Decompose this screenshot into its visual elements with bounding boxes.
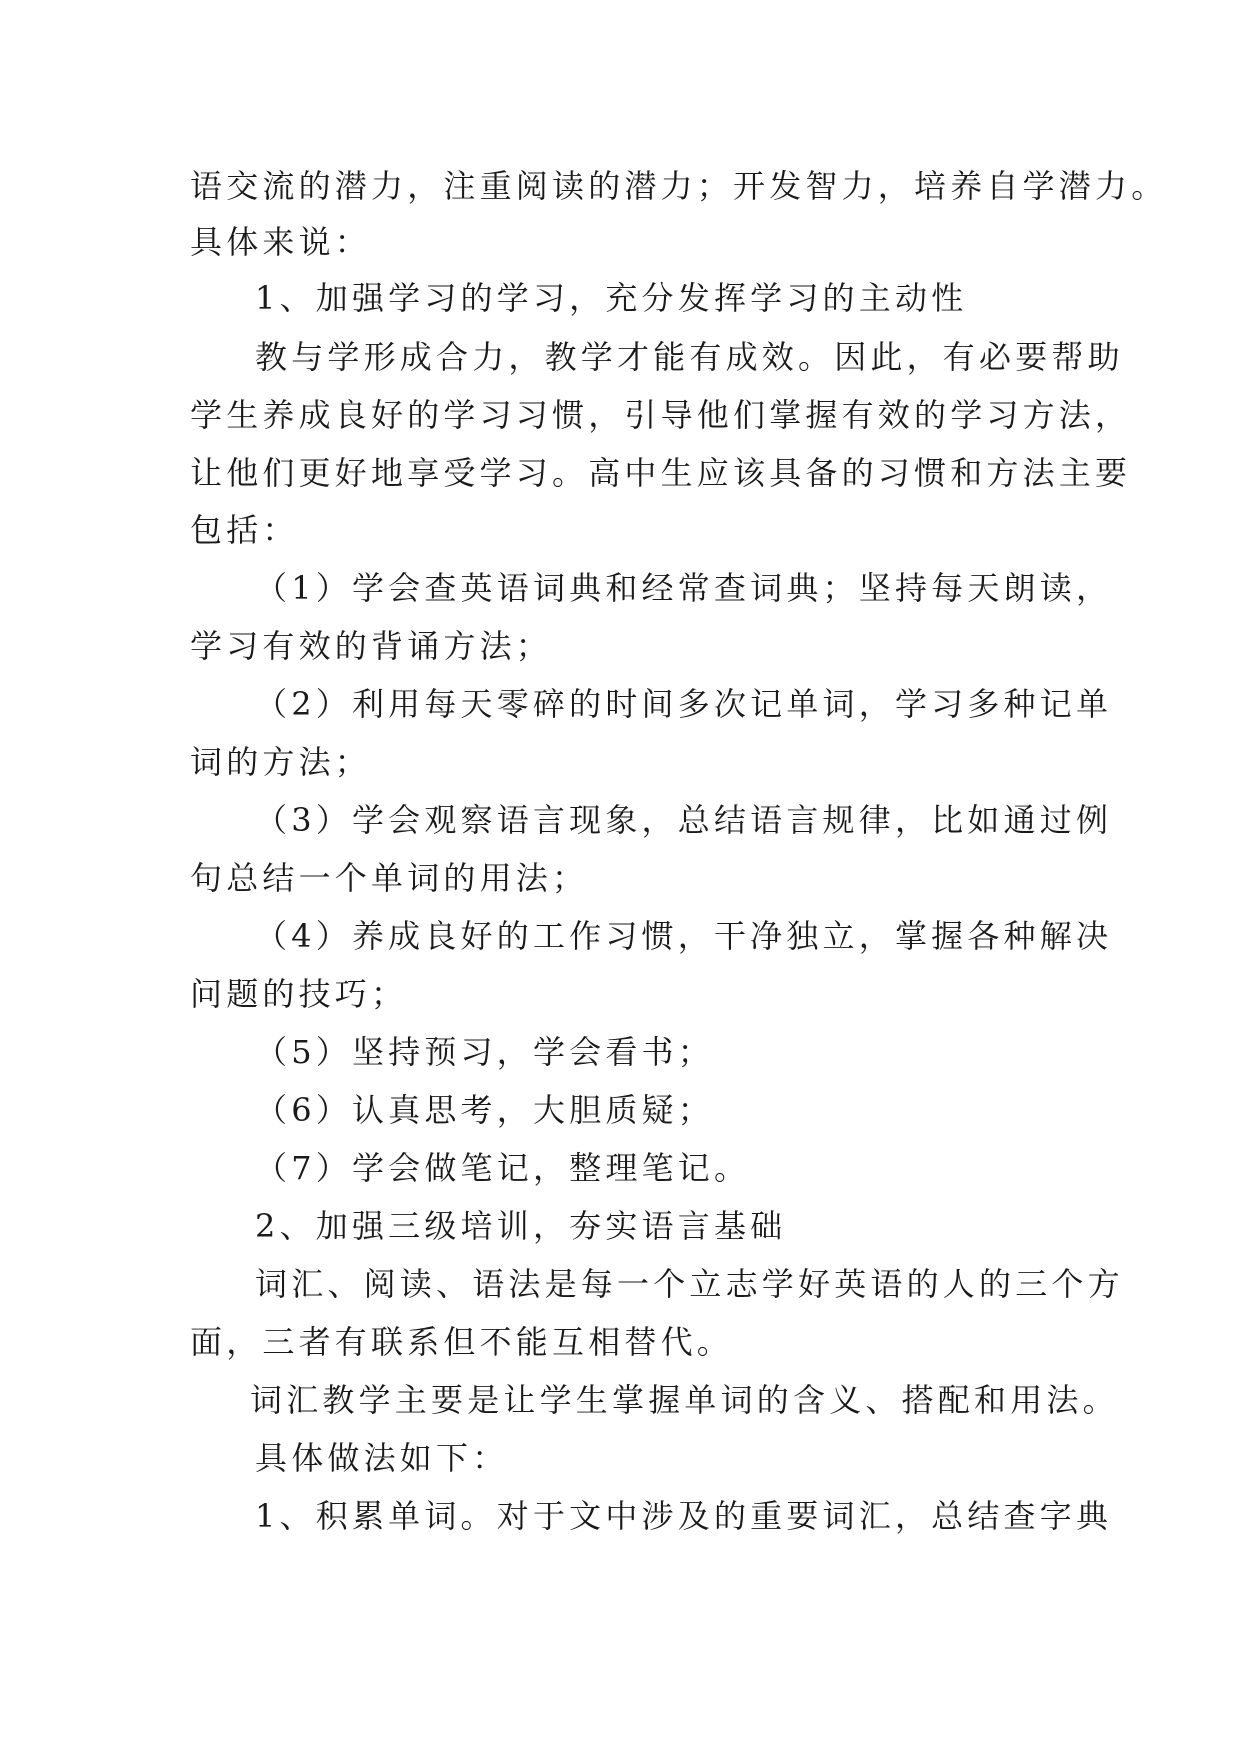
paragraph-line: 词汇、阅读、语法是每一个立志学好英语的人的三个方	[255, 1265, 1124, 1303]
paragraph-line: 教与学形成合力，教学才能有成效。因此，有必要帮助	[255, 338, 1124, 376]
list-item-6: （6）认真思考，大胆质疑；	[255, 1091, 714, 1129]
list-item-2-cont: 词的方法；	[190, 743, 372, 781]
numbered-item-1: 1、积累单词。对于文中涉及的重要词汇，总结查字典	[255, 1497, 1113, 1535]
list-item-3-cont: 句总结一个单词的用法；	[190, 859, 589, 897]
list-item-4: （4）养成良好的工作习惯，干净独立，掌握各种解决	[255, 917, 1113, 955]
list-item-7: （7）学会做笔记，整理笔记。	[255, 1149, 751, 1187]
paragraph-line: 包括：	[190, 511, 299, 549]
paragraph-line: 让他们更好地享受学习。高中生应该具备的习惯和方法主要	[190, 454, 1132, 492]
paragraph-line: 具体做法如下：	[255, 1439, 509, 1477]
list-item-1-cont: 学习有效的背诵方法；	[190, 627, 553, 665]
list-item-5: （5）坚持预习，学会看书；	[255, 1033, 714, 1071]
paragraph-line: 语交流的潜力，注重阅读的潜力；开发智力，培养自学潜力。	[190, 167, 1168, 205]
list-item-1: （1）学会查英语词典和经常查词典；坚持每天朗读，	[255, 569, 1113, 607]
list-item-2: （2）利用每天零碎的时间多次记单词，学习多种记单	[255, 685, 1113, 723]
paragraph-line: 具体来说：	[190, 223, 372, 261]
section-heading-1: 1、加强学习的学习，充分发挥学习的主动性	[255, 279, 968, 317]
paragraph-line: 词汇教学主要是让学生掌握单词的含义、搭配和用法。	[250, 1381, 1119, 1419]
list-item-3: （3）学会观察语言现象，总结语言规律，比如通过例	[255, 801, 1113, 839]
list-item-4-cont: 问题的技巧；	[190, 975, 408, 1013]
paragraph-line: 面，三者有联系但不能互相替代。	[190, 1323, 734, 1361]
section-heading-2: 2、加强三级培训，夯实语言基础	[255, 1207, 787, 1245]
paragraph-line: 学生养成良好的学习习惯，引导他们掌握有效的学习方法，	[190, 396, 1132, 434]
